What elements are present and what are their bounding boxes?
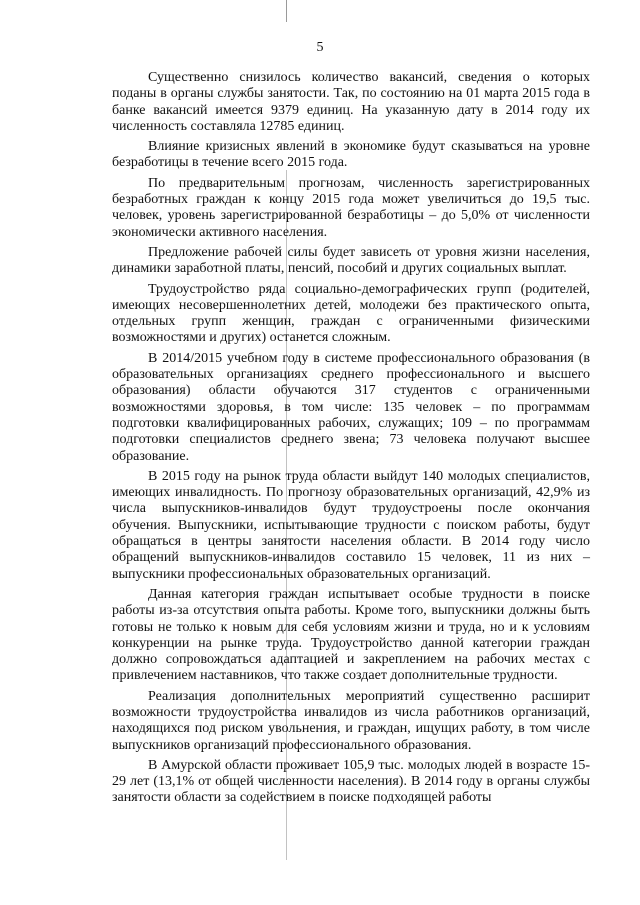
paragraph-vacancies: Существенно снизилось количество вакансий, сведения о которых поданы в органы службы занятости. Так, по состоянию на 01 марта 2015 года в банке вакансий имеется 9379 единиц. На указанную дату в 2014 году их численность составляла 12785 единиц. bbox=[112, 70, 590, 134]
scan-fold-line-top bbox=[286, 0, 287, 22]
paragraph-additional-measures: Реализация дополнительных мероприятий существенно расширит возможности трудоустройства инвалидов из числа работников организаций, находящихся под риском увольнения, и граждан, ищущих работу, в том числе выпускников организаций профессионального образования. bbox=[112, 688, 590, 753]
paragraph-unemployment-forecast: По предварительным прогнозам, численность зарегистрированных безработных граждан к концу 2015 года может увеличиться до 19,5 тыс. человек, уровень зарегистрированной безработицы – до 5,0% от численности экономически активного населения. bbox=[112, 175, 590, 240]
paragraph-social-groups: Трудоустройство ряда социально-демографических групп (родителей, имеющих несовершеннолетних детей, молодежи без практического опыта, отдельных групп женщин, граждан с ограниченными физическими возможностями и других) останется сложным. bbox=[112, 281, 590, 346]
paragraph-education-students: В 2014/2015 учебном году в системе профессионального образования (в образовательных организациях среднего профессионального и высшего образования) области обучаются 317 студентов с ограниченными возможностями здоровья, в том числе: 135 человек – по программам подготовки квалифицированных рабочих, служащих; 109 – по программам подготовки специалистов среднего звена; 73 человека получают высшее образование. bbox=[112, 350, 590, 464]
paragraph-crisis-influence: Влияние кризисных явлений в экономике будут сказываться на уровне безработицы в течение всего 2015 года. bbox=[112, 139, 590, 171]
paragraph-labor-supply: Предложение рабочей силы будет зависеть от уровня жизни населения, динамики заработной платы, пенсий, пособий и других социальных выплат. bbox=[112, 244, 590, 277]
page-number: 5 bbox=[316, 40, 324, 55]
paragraph-graduates-2015: В 2015 году на рынок труда области выйдут 140 молодых специалистов, имеющих инвалидность. По прогнозу образовательных организаций, 42,9% из числа выпускников-инвалидов будут трудоустроены после окончания обучения. Выпускники, испытывающие трудности с поиском работы, будут обращаться в центры занятости населения области. В 2014 году число обращений выпускников-инвалидов составило 15 человек, 11 из них – выпускники профессиональных образовательных организаций. bbox=[112, 468, 590, 582]
body-text bbox=[112, 70, 590, 811]
paragraph-amur-youth: В Амурской области проживает 105,9 тыс. молодых людей в возрасте 15-29 лет (13,1% от общей численности населения). В 2014 году в органы службы занятости области за содействием в поиске подходящей работы bbox=[112, 757, 590, 806]
paragraph-category-difficulties: Данная категория граждан испытывает особые трудности в поиске работы из-за отсутствия опыта работы. Кроме того, выпускники должны быть готовы не только к новым для себя условиям жизни и труда, но и к условиям конкуренции на рынке труда. Трудоустройство данной категории граждан должно сопровождаться адаптацией и закреплением на рабочих местах с привлечением наставников, что также создает дополнительные трудности. bbox=[112, 586, 590, 684]
